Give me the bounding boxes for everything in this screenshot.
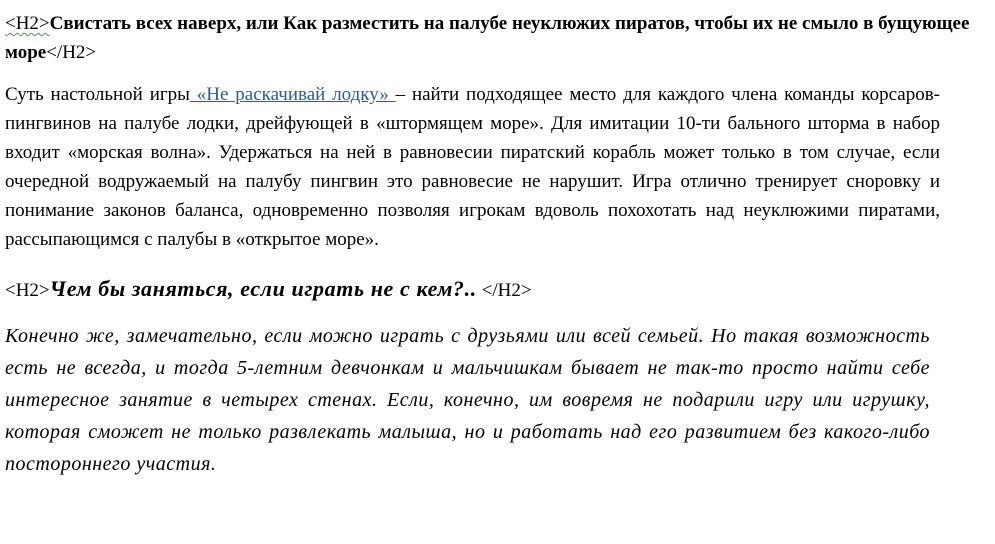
heading-2-text: Чем бы заняться, если играть не с кем?.. <box>49 276 477 301</box>
heading-2 <box>5 254 990 306</box>
h2-open-tag: <H2> <box>5 13 50 34</box>
paragraph-2: Конечно же, замечательно, если можно играть с друзьями или всей семьей. Но такая возможность есть не всегда, и тогда 5-летним девчонкам и мальчишкам бывает не так-то просто найти себе интересное занятие в четырех стенах. Если, конечно, им вовремя не подарили игру или игрушку, которая сможет не только развлекать малыша, но и работать над его развитием без какого-либо постороннего участия. <box>5 325 930 475</box>
h2-close-tag-2: </H2> <box>476 280 532 301</box>
paragraph-1 <box>5 67 940 254</box>
paragraph-1-body: – найти подходящее место для каждого члена команды корсаров-пингвинов на палубе лодки, дрейфующей в «штормящем море». Для имитации 10-ти бального шторма в набор входит «морская волна». Удержаться на ней в равновесии пиратский корабль может только в том случае, если очередной водружаемый на палубу пингвин это равновесие не нарушит. Игра отлично тренирует сноровку и понимание законов баланса, одновременно позволяя игрокам вдоволь похохотать над неуклюжими пиратами, рассыпающимся с палубы в «открытое море». <box>5 84 940 250</box>
paragraph-1-intro: Суть настольной игры <box>5 84 190 105</box>
h2-open-tag-2: <H2> <box>5 280 50 301</box>
document-page <box>5 0 990 480</box>
heading-1-text: Свистать всех наверх, или Как разместить на палубе неуклюжих пиратов, чтобы их не смыло в бущующее море <box>5 13 970 63</box>
heading-1 <box>5 0 990 67</box>
h2-close-tag: </H2> <box>46 42 97 63</box>
game-link[interactable]: «Не раскачивай лодку» <box>189 84 396 105</box>
